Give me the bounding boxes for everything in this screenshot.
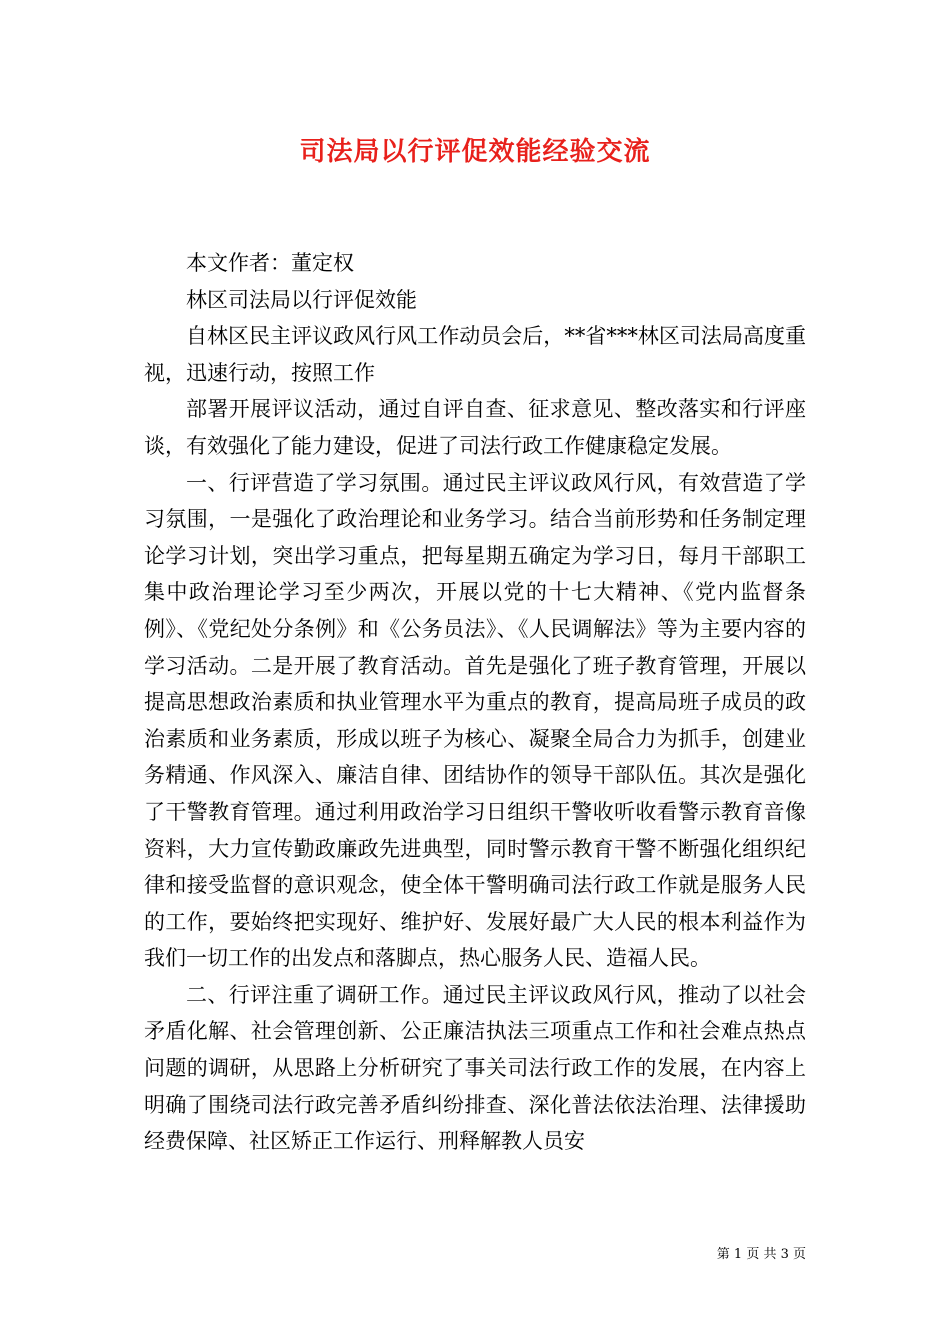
author-line: 本文作者：董定权 <box>186 251 354 275</box>
page-number: 第 1 页 共 3 页 <box>716 1247 806 1262</box>
document-title: 司法局以行评促效能经验交流 <box>299 137 651 167</box>
section-two-paragraph: 二、行评注重了调研工作。通过民主评议政风行风，推动了以社会矛盾化解、社会管理创新、公正廉洁执法三项重点工作和社会难点热点问题的调研，从思路上分析研究了事关司法行政工作的发展，在内容上明确了围绕司法行政完善矛盾纠纷排查、深化普法依法治理、法律援助经费保障、社区矫正工作运行、刑释解教人员安 <box>144 982 806 1154</box>
summary-paragraph: 部署开展评议活动，通过自评自查、征求意见、整改落实和行评座谈，有效强化了能力建设，促进了司法行政工作健康稳定发展。 <box>144 397 806 458</box>
intro-paragraph: 自林区民主评议政风行风工作动员会后，**省***林区司法局高度重视，迅速行动，按照工作 <box>144 324 806 385</box>
document-body <box>144 245 806 1160</box>
section-one-paragraph: 一、行评营造了学习氛围。通过民主评议政风行风，有效营造了学习氛围，一是强化了政治理论和业务学习。结合当前形势和任务制定理论学习计划，突出学习重点，把每星期五确定为学习日，每月干部职工集中政治理论学习至少两次，开展以党的十七大精神、《党内监督条例》、《党纪处分条例》和《公务员法》、《人民调解法》等为主要内容的学习活动。二是开展了教育活动。首先是强化了班子教育管理，开展以提高思想政治素质和执业管理水平为重点的教育，提高局班子成员的政治素质和业务素质，形成以班子为核心、凝聚全局合力为抓手，创建业务精通、作风深入、廉洁自律、团结协作的领导干部队伍。其次是强化了干警教育管理。通过利用政治学习日组织干警收听收看警示教育音像资料，大力宣传勤政廉政先进典型，同时警示教育干警不断强化组织纪律和接受监督的意识观念，使全体干警明确司法行政工作就是服务人民的工作，要始终把实现好、维护好、发展好最广大人民的根本利益作为我们一切工作的出发点和落脚点，热心服务人民、造福人民。 <box>144 470 806 971</box>
subtitle-line: 林区司法局以行评促效能 <box>186 287 417 312</box>
